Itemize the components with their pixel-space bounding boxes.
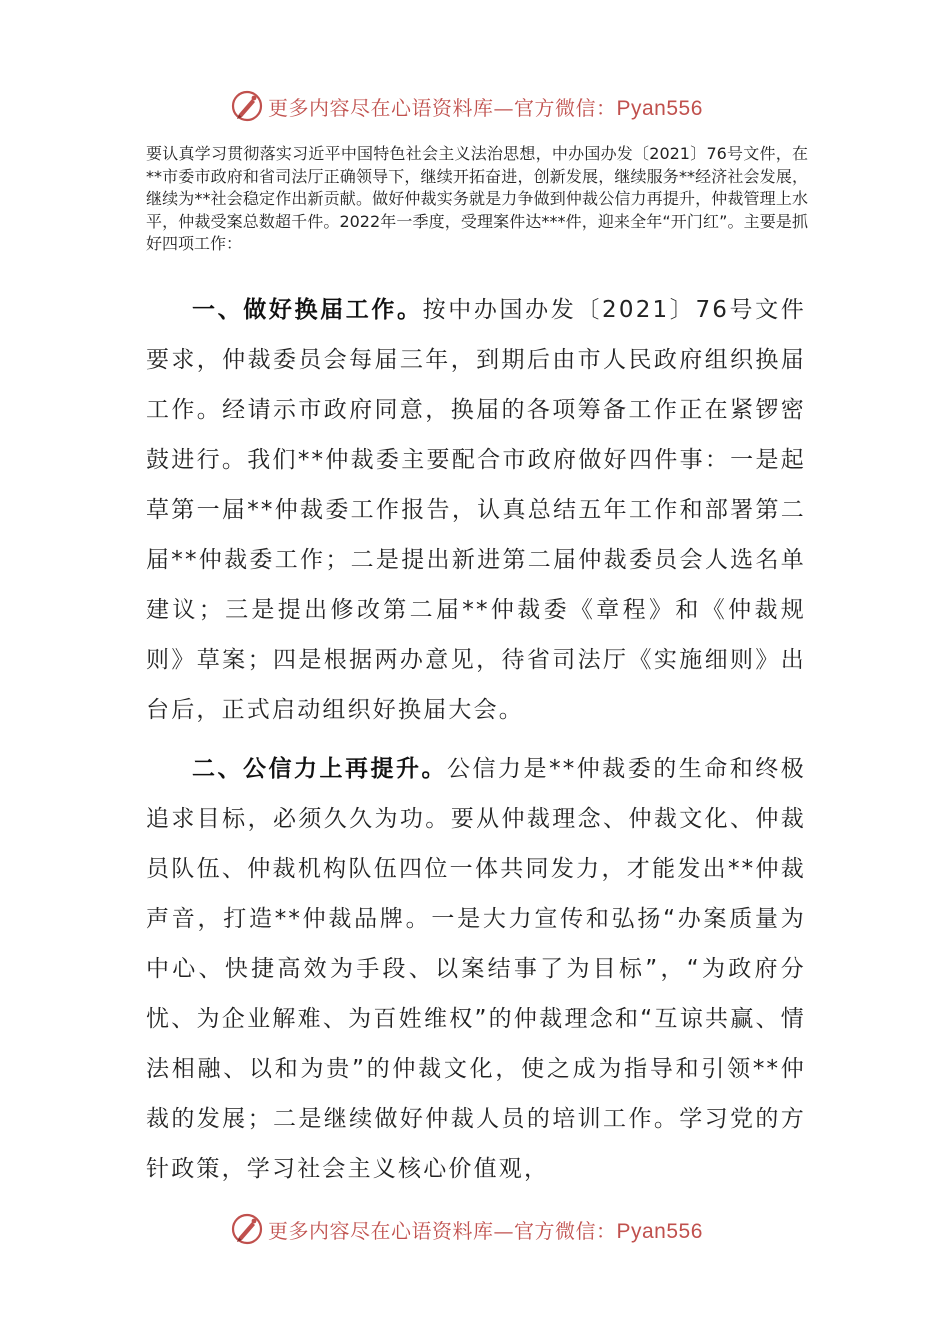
intro-paragraph: 要认真学习贯彻落实习近平中国特色社会主义法治思想，中办国办发〔2021〕76号文件，在**市委市政府和省司法厅正确领导下，继续开拓奋进，创新发展，继续服务**经济社会发展，继续为**社会稳定作出新贡献。做好仲裁实务就是力争做到仲裁公信力再提升，仲裁管理上水平，仲裁受案总数超千件。2022年一季度，受理案件达***件，迎来全年“开门红”。主要是抓好四项工作： — [146, 144, 808, 253]
section-paragraph — [146, 285, 806, 735]
header-watermark — [230, 86, 703, 126]
pen-logo-icon — [230, 89, 264, 123]
section-body: 按中办国办发〔2021〕76号文件要求，仲裁委员会每届三年，到期后由市人民政府组织换届工作。经请示市政府同意，换届的各项筹备工作正在紧锣密鼓进行。我们**仲裁委主要配合市政府做好四件事：一是起草第一届**仲裁委工作报告，认真总结五年工作和部署第二届**仲裁委工作；二是提出新进第二届仲裁委员会人选名单建议；三是提出修改第二届**仲裁委《章程》和《仲裁规则》草案；四是根据两办意见，待省司法厅《实施细则》出台后，正式启动组织好换届大会。 — [146, 297, 806, 723]
footer-watermark — [230, 1209, 703, 1249]
pen-logo-icon — [230, 1212, 264, 1246]
watermark-text: 更多内容尽在心语资料库—官方微信：Pyan556 — [268, 1218, 703, 1243]
section-heading: 一、做好换届工作。 — [192, 297, 423, 323]
section-paragraph — [146, 744, 806, 1194]
section-body: 公信力是**仲裁委的生命和终极追求目标，必须久久为功。要从仲裁理念、仲裁文化、仲裁员队伍、仲裁机构队伍四位一体共同发力，才能发出**仲裁声音，打造**仲裁品牌。一是大力宣传和弘扬“办案质量为中心、快捷高效为手段、以案结事了为目标”，“为政府分忧、为企业解难、为百姓维权”的仲裁理念和“互谅共赢、情法相融、以和为贵”的仲裁文化，使之成为指导和引领**仲裁的发展；二是继续做好仲裁人员的培训工作。学习党的方针政策，学习社会主义核心价值观， — [146, 756, 807, 1182]
section-heading: 二、公信力上再提升。 — [192, 756, 448, 782]
watermark-text: 更多内容尽在心语资料库—官方微信：Pyan556 — [268, 95, 703, 120]
watermark-wechat-id: Pyan556 — [616, 1219, 703, 1243]
watermark-wechat-id: Pyan556 — [616, 96, 703, 120]
